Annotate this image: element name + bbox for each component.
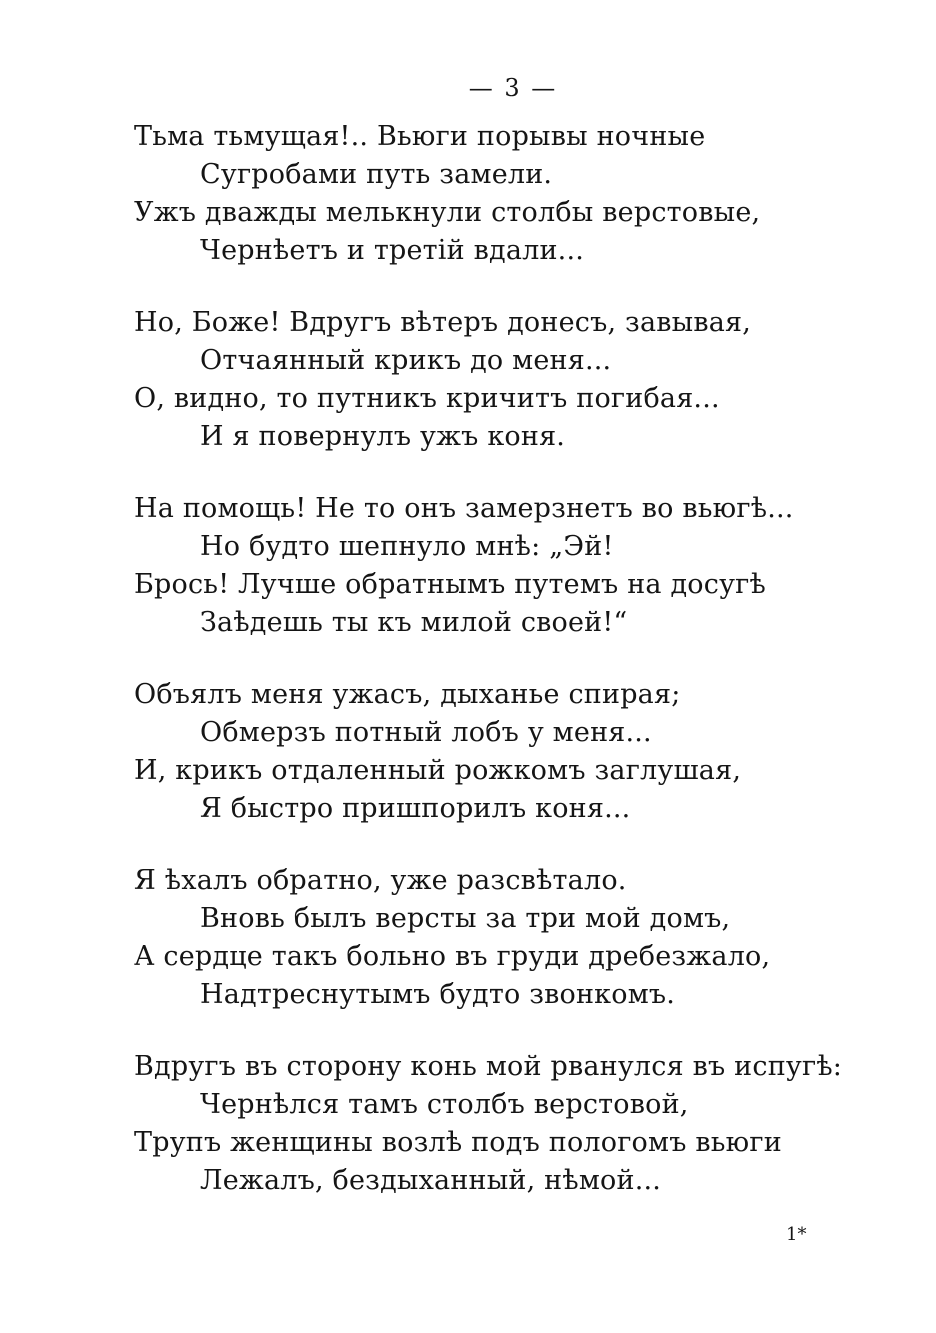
verse-line: Чернѣлся тамъ столбъ верстовой, [200,1089,689,1120]
verse-line: Но, Боже! Вдругъ вѣтеръ донесъ, завывая, [134,307,752,338]
verse-line: Вдругъ въ сторону конь мой рванулся въ испугѣ: [134,1051,843,1082]
stanza [134,676,834,828]
stanza [134,118,834,270]
verse-line: Надтреснутымъ будто звонкомъ. [200,979,676,1010]
verse-line: Брось! Лучше обратнымъ путемъ на досугѣ [134,569,766,600]
stanza [134,490,834,642]
stanza [134,862,834,1014]
verse-line: Сугробами путь замели. [200,159,553,190]
verse-line: Я ѣхалъ обратно, уже разсвѣтало. [134,865,627,896]
verse-line: Объялъ меня ужасъ, дыханье спирая; [134,679,681,710]
verse-line: Тьма тьмущая!.. Вьюги порывы ночные [134,121,706,152]
verse-line: Но будто шепнуло мнѣ: „Эй! [200,531,614,562]
verse-line: Отчаянный крикъ до меня... [200,345,612,376]
verse-line: О, видно, то путникъ кричитъ погибая... [134,383,720,414]
verse-line: Заѣдешь ты къ милой своей!“ [200,607,628,638]
verse-line: Вновь былъ версты за три мой домъ, [200,903,731,934]
stanza [134,304,834,456]
page-number: — 3 — [468,74,558,102]
poem [134,118,843,1234]
verse-line: Обмерзъ потный лобъ у меня... [200,717,652,748]
verse-line: Я быстро пришпорилъ коня... [200,793,631,824]
verse-line: Трупъ женщины возлѣ подъ пологомъ вьюги [134,1127,782,1158]
verse-line: И я повернулъ ужъ коня. [200,421,566,452]
signature-mark: 1* [786,1224,807,1245]
verse-line: И, крикъ отдаленный рожкомъ заглушая, [134,755,742,786]
stanza [134,1048,843,1200]
verse-line: На помощь! Не то онъ замерзнетъ во вьюгѣ... [134,493,794,524]
verse-line: Ужъ дважды мелькнули столбы верстовые, [134,197,761,228]
verse-line: А сердце такъ больно въ груди дребезжало, [134,941,771,972]
verse-line: Лежалъ, бездыханный, нѣмой... [200,1165,662,1196]
verse-line: Чернѣетъ и третій вдали... [200,235,585,266]
